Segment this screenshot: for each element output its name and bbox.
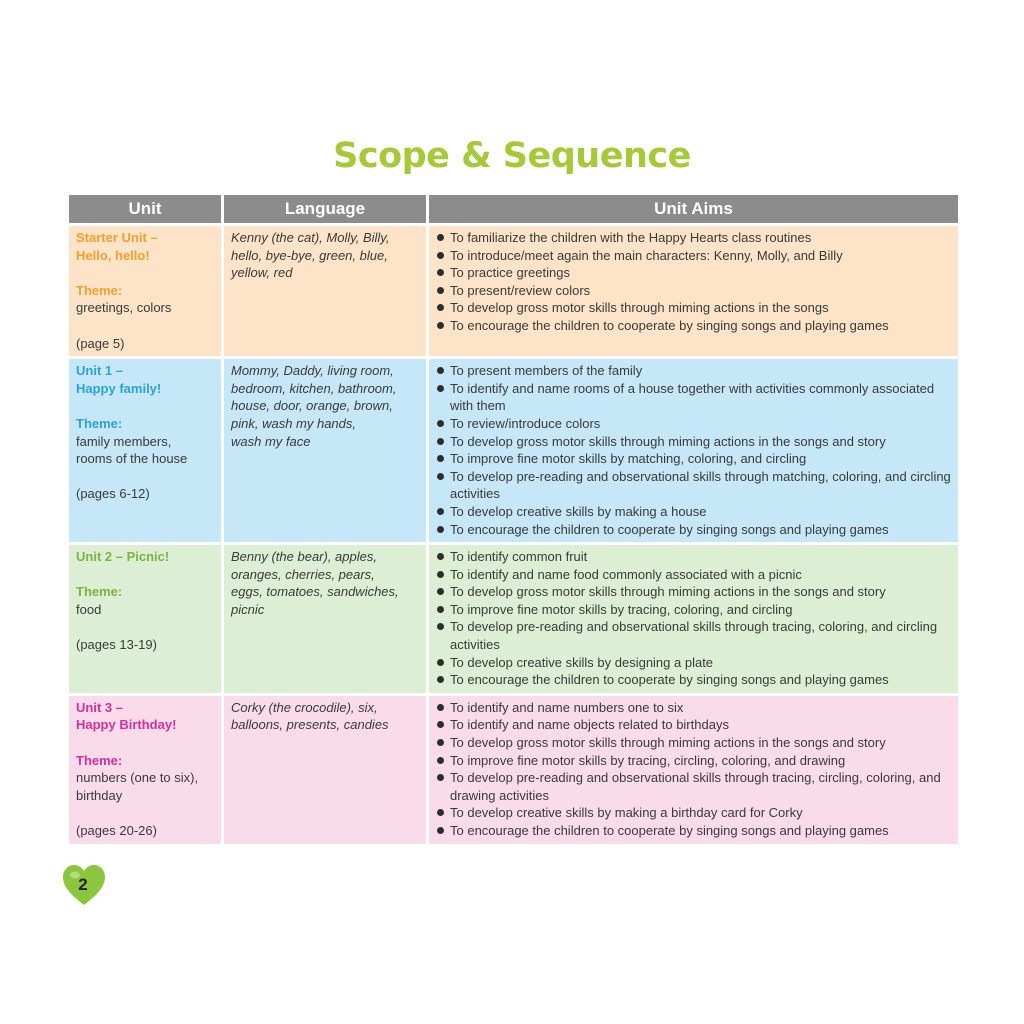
aim-item <box>436 699 951 717</box>
aim-item <box>436 299 951 317</box>
aim-item <box>436 822 951 840</box>
aim-text: To identify common fruit <box>450 549 588 565</box>
unit-cell <box>69 226 221 359</box>
bullet-icon <box>437 827 444 834</box>
aim-item <box>436 752 951 770</box>
unit-cell <box>69 545 221 696</box>
theme-label: Theme: <box>76 415 123 431</box>
table-row <box>69 545 958 696</box>
aim-text: To identify and name rooms of a house together with activities commonly associated with them <box>450 380 935 414</box>
aims-cell <box>429 226 958 359</box>
unit-title: Starter Unit – Hello, hello! <box>76 230 158 263</box>
aim-item <box>436 601 951 619</box>
aim-item <box>436 282 951 300</box>
aim-text: To present members of the family <box>450 363 643 379</box>
aim-item <box>436 380 951 415</box>
aim-text: To develop gross motor skills through miming actions in the songs and story <box>450 584 886 600</box>
bullet-icon <box>437 287 444 294</box>
page-number: 2 <box>78 875 88 894</box>
pages-ref: (page 5) <box>76 335 125 351</box>
aim-text: To develop pre-reading and observational skills through matching, coloring, and circling activities <box>450 468 951 502</box>
aim-item <box>436 618 951 653</box>
bullet-icon <box>437 757 444 764</box>
aim-text: To develop gross motor skills through miming actions in the songs <box>450 300 829 316</box>
aim-item <box>436 362 951 380</box>
aim-item <box>436 468 951 503</box>
bullet-icon <box>437 721 444 728</box>
bullet-icon <box>437 606 444 613</box>
bullet-icon <box>437 420 444 427</box>
bullet-icon <box>437 473 444 480</box>
bullet-icon <box>437 385 444 392</box>
bullet-icon <box>437 659 444 666</box>
aim-item <box>436 317 951 335</box>
aims-list <box>436 229 951 335</box>
aim-text: To identify and name numbers one to six <box>450 699 684 715</box>
scope-table <box>66 195 961 847</box>
aim-item <box>436 769 951 804</box>
aim-item <box>436 654 951 672</box>
unit-cell <box>69 696 221 847</box>
aim-text: To identify and name objects related to birthdays <box>450 717 729 733</box>
aim-text: To develop gross motor skills through miming actions in the songs and story <box>450 735 886 751</box>
aim-item <box>436 583 951 601</box>
aim-text: To develop creative skills by making a house <box>450 503 707 519</box>
bullet-icon <box>437 304 444 311</box>
aim-text: To develop pre-reading and observational skills through tracing, circling, coloring, and drawing activities <box>450 770 941 803</box>
theme-label: Theme: <box>76 584 123 600</box>
theme-text: numbers (one to six), birthday <box>76 770 199 803</box>
bullet-icon <box>437 322 444 329</box>
bullet-icon <box>437 704 444 711</box>
aim-text: To present/review colors <box>450 282 591 298</box>
header-language: Language <box>224 195 426 226</box>
bullet-icon <box>437 367 444 374</box>
aim-item <box>436 264 951 282</box>
aim-text: To encourage the children to cooperate by singing songs and playing games <box>450 672 889 688</box>
bullet-icon <box>437 438 444 445</box>
aims-cell <box>429 696 958 847</box>
language-text: Corky (the crocodile), six, balloons, presents, candies <box>231 699 389 733</box>
theme-text: greetings, colors <box>76 300 172 316</box>
bullet-icon <box>437 252 444 259</box>
aim-item <box>436 415 951 433</box>
bullet-icon <box>437 809 444 816</box>
aims-cell <box>429 359 958 545</box>
bullet-icon <box>437 269 444 276</box>
aim-text: To practice greetings <box>450 265 570 281</box>
unit-title: Unit 2 – Picnic! <box>76 549 170 565</box>
aims-cell <box>429 545 958 696</box>
aim-item <box>436 521 951 539</box>
theme-text: family members, rooms of the house <box>76 433 188 467</box>
language-text: Benny (the bear), apples, oranges, cherries, pears, eggs, tomatoes, sandwiches, picnic <box>231 549 399 617</box>
unit-title: Unit 3 – Happy Birthday! <box>76 699 177 733</box>
aim-text: To identify and name food commonly associated with a picnic <box>450 566 802 582</box>
bullet-icon <box>437 739 444 746</box>
bullet-icon <box>437 553 444 560</box>
table-row <box>69 226 958 359</box>
aim-text: To improve fine motor skills by tracing, coloring, and circling <box>450 601 793 617</box>
language-cell <box>224 696 426 847</box>
aim-text: To develop creative skills by designing a plate <box>450 654 714 670</box>
language-cell <box>224 226 426 359</box>
unit-title: Unit 1 – Happy family! <box>76 363 162 396</box>
table-header-row <box>69 195 958 226</box>
aim-item <box>436 503 951 521</box>
table-row <box>69 696 958 847</box>
aim-item <box>436 450 951 468</box>
page-title: Scope & Sequence <box>333 136 691 176</box>
language-text: Kenny (the cat), Molly, Billy, hello, bye-bye, green, blue, yellow, red <box>231 230 390 281</box>
header-unit: Unit <box>69 195 221 226</box>
aims-list <box>436 699 951 840</box>
aim-text: To encourage the children to cooperate by singing songs and playing games <box>450 823 889 838</box>
aim-item <box>436 229 951 247</box>
aims-list <box>436 548 951 689</box>
table-row <box>69 359 958 545</box>
aim-text: To encourage the children to cooperate by singing songs and playing games <box>450 317 889 333</box>
bullet-icon <box>437 455 444 462</box>
bullet-icon <box>437 571 444 578</box>
language-cell <box>224 545 426 696</box>
aim-text: To develop pre-reading and observational skills through tracing, coloring, and circling activities <box>450 619 938 653</box>
language-cell <box>224 359 426 545</box>
aim-text: To encourage the children to cooperate by singing songs and playing games <box>450 521 889 537</box>
theme-text: food <box>76 601 102 617</box>
aim-item <box>436 734 951 752</box>
header-unit-aims: Unit Aims <box>429 195 958 226</box>
aim-text: To improve fine motor skills by matching, coloring, and circling <box>450 451 807 467</box>
aim-text: To review/introduce colors <box>450 415 601 431</box>
unit-cell <box>69 359 221 545</box>
bullet-icon <box>437 676 444 683</box>
language-text: Mommy, Daddy, living room, bedroom, kitchen, bathroom, house, door, orange, brown, pink, wash my hands, wash my face <box>231 363 397 449</box>
aim-text: To develop creative skills by making a birthday card for Corky <box>450 805 803 821</box>
bullet-icon <box>437 623 444 630</box>
aim-text: To familiarize the children with the Happy Hearts class routines <box>450 230 812 245</box>
aim-item <box>436 548 951 566</box>
aim-item <box>436 566 951 584</box>
bullet-icon <box>437 588 444 595</box>
bullet-icon <box>437 774 444 781</box>
aim-text: To introduce/meet again the main characters: Kenny, Molly, and Billy <box>450 247 843 263</box>
theme-label: Theme: <box>76 752 123 768</box>
aim-text: To develop gross motor skills through miming actions in the songs and story <box>450 433 886 449</box>
aim-item <box>436 247 951 265</box>
aim-item <box>436 804 951 822</box>
theme-label: Theme: <box>76 282 123 298</box>
aim-item <box>436 671 951 689</box>
aim-item <box>436 716 951 734</box>
bullet-icon <box>437 508 444 515</box>
aim-item <box>436 433 951 451</box>
pages-ref: (pages 6-12) <box>76 486 150 502</box>
pages-ref: (pages 20-26) <box>76 823 157 838</box>
page-number-badge <box>61 863 107 909</box>
aims-list <box>436 362 951 538</box>
pages-ref: (pages 13-19) <box>76 637 157 653</box>
bullet-icon <box>437 526 444 533</box>
bullet-icon <box>437 234 444 241</box>
aim-text: To improve fine motor skills by tracing, circling, coloring, and drawing <box>450 752 846 768</box>
